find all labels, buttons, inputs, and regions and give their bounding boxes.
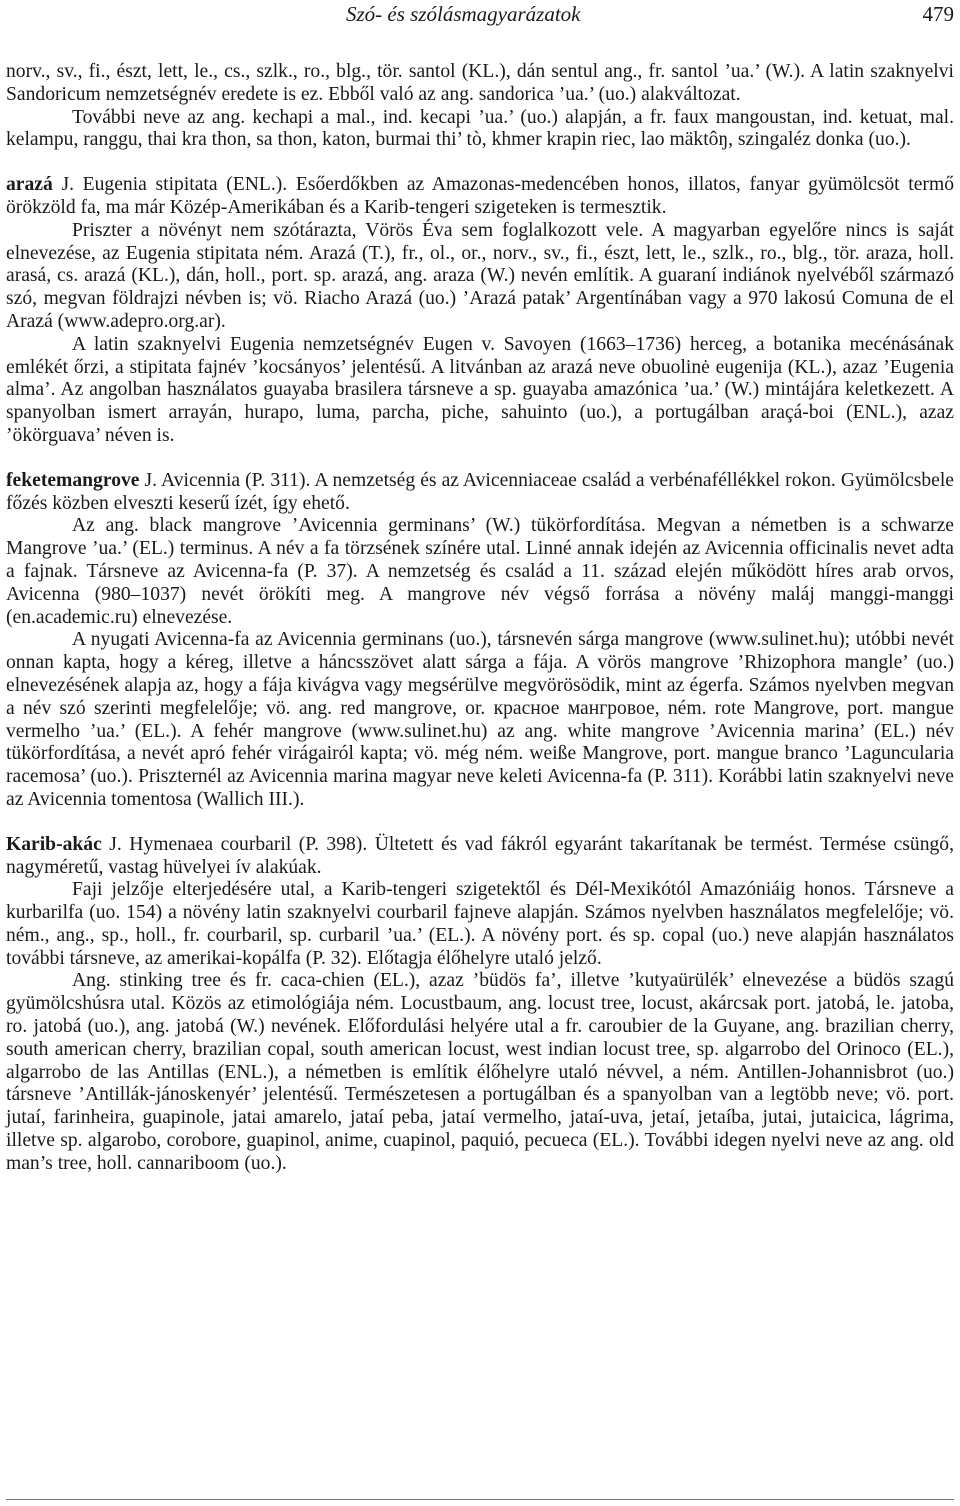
entry-karib-akac bbox=[6, 834, 954, 880]
entry-feketemangrove bbox=[6, 470, 954, 516]
bottom-rule bbox=[6, 1499, 954, 1500]
entry-feketemangrove-paragraph-3: A nyugati Avicenna-fa az Avicennia germinans (uo.), társnevén sárga mangrove (www.sulinet.hu); utóbbi nevét onnan kapta, hogy a kéreg, illetve a háncsszövet alatt sárga a fája. A vörös mangrove ’Rhizophora mangle’ (uo.) elnevezésének alapja az, hogy a fája kivágva vagy megsérülve megvörösödik, mint az égerfa. Számos nyelvben megvan a név szó szerinti megfelelője; vö. ang. red mangrove, or. красное мангровое, ném. rote Mangrove, port. mangue vermelho ’ua.’ (EL.). A fehér mangrove (www.sulinet.hu) az ang. white mangrove ’Avicennia marina’ (EL.) név tükörfordítása, a nevét apró fehér virágairól kapta; vö. még ném. weiße Mangrove, port. mangue branco ’Laguncularia racemosa’ (uo.). Priszternél az Avicennia marina magyar neve keleti Avicenna-fa (P. 311). Korábbi latin szaknyelvi neve az Avicennia tomentosa (Wallich III.). bbox=[6, 629, 954, 810]
entry-definition: J. Hymenaea courbaril (P. 398). Ültetett és vad fákról egyaránt takarítanak be termést. Termése csüngő, nagyméretű, vastag hüvelyei ív alakúak. bbox=[6, 833, 954, 878]
entry-araza-paragraph-2: Priszter a növényt nem szótárazta, Vörös Éva sem foglalkozott vele. A magyarban egyelőre nincs is saját elnevezése, az Eugenia stipitata ném. Arazá (T.), fr., ol., or., norv., sv., fi., észt, lett, le., szlk., ro., blg., tör. araza, holl. arasá, cs. arazá (KL.), dán, holl., port. sp. arazá, ang. araza (W.) nevén említik. A guaraní indiánok nyelvéből származó szó, megvan földrajzi névben is; vö. Riacho Arazá (uo.) ’Arazá patak’ Argentínában vagy a 970 lakosú Comuna de el Arazá (www.adepro.org.ar). bbox=[6, 219, 954, 332]
dictionary-text bbox=[6, 61, 954, 1176]
entry-feketemangrove-paragraph-2: Az ang. black mangrove ’Avicennia germinans’ (W.) tükörfordítása. Megvan a németben is a schwarze Mangrove ’ua.’ (EL.) terminus. A név a fa törzsének színére utal. Linné annak idején az Avicennia officinalis nevet adta a fajnak. Társneve az Avicenna-fa (P. 37). A nemzetség és család a 11. század elején működött híres arab orvos, Avicenna (980–1037) nevét örökíti meg. A mangrove név végső forrása a növény maláj manggi-manggi (en.academic.ru) elnevezése. bbox=[6, 515, 954, 628]
entry-araza bbox=[6, 174, 954, 220]
running-title: Szó- és szólásmagyarázatok bbox=[346, 2, 581, 26]
intro-paragraph-1: norv., sv., fi., észt, lett, le., cs., szlk., ro., blg., tör. santol (KL.), dán sentul ang., fr. santol ’ua.’ (W.). A latin szaknyelvi Sandoricum nemzetségnév eredete is ez. Ebből való az ang. sandorica ’ua.’ (uo.) alakváltozat. bbox=[6, 61, 954, 105]
entry-headword: feketemangrove bbox=[6, 469, 140, 491]
entry-karib-akac-paragraph-3: Ang. stinking tree és fr. caca-chien (EL.), azaz ’büdös fa’, illetve ’kutyaürülék’ elnevezése a büdös szagú gyümölcshúsra utal. Közös az etimológiája ném. Locustbaum, ang. locust tree, locust, akárcsak port. jatobá, le. jatoba, ro. jatobá (uo.), ang. jatobá (W.) nevének. Előfordulási helyére utal a fr. caroubier de la Guyane, ang. brazilian cherry, south american cherry, brazilian copal, south american locust, west indian locust tree, sp. algarrobo del Orinoco (EL.), algarrobo de las Antillas (ENL.), a németben is említik élőhelyre utaló névvel, a ném. Antillen-Johannisbrot (uo.) társneve ’Antillák-jánoskenyér’ jelentésű. Természetesen a portugálban és a spanyolban van a legtöbb neve; vö. port. jutaí, farinheira, guapinole, jatai amarelo, jataí peba, jataí vermelho, jataí-uva, jetaí, jetaíba, jutai, jutaicica, lágrima, illetve sp. algarobo, corobore, guapinol, anime, cuapinol, paquió, pecueca (EL.). További idegen nyelvi neve az ang. old man’s tree, holl. cannariboom (uo.). bbox=[6, 970, 954, 1174]
intro-paragraph-2: További neve az ang. kechapi a mal., ind. kecapi ’ua.’ (uo.) alapján, a fr. faux mangoustan, ind. ketuat, mal. kelampu, ranggu, thai kra thon, sa thon, katon, burmai thi’ tò, khmer krapin riec, lao mäktôŋ, szingaléz donka (uo.). bbox=[6, 106, 954, 151]
entry-karib-akac-paragraph-2: Faji jelzője elterjedésére utal, a Karib-tengeri szigetektől és Dél-Mexikótól Amazóniáig honos. Társneve a kurbarilfa (uo. 154) a növény latin szaknyelvi courbaril fajneve alapján. Számos nyelvben használatos megfelelője; vö. ném., ang., sp., holl., fr. courbaril, sp. curbaril ’ua.’ (EL.). A növény port. és sp. copal (uo.) neve alapján használatos további társneve, az amerikai-kopálfa (P. 32). Előtagja élőhelyre utaló jelző. bbox=[6, 879, 954, 969]
entry-headword: arazá bbox=[6, 174, 53, 196]
page-number: 479 bbox=[922, 2, 954, 26]
entry-araza-paragraph-3: A latin szaknyelvi Eugenia nemzetségnév Eugen v. Savoyen (1663–1736) herceg, a botanika mecénásának emlékét őrzi, a stipitata fajnév ’kocsányos’ jelentésű. A litvánban az arazá neve obuolinė eugenija (KL.), azaz ’Eugenia alma’. Az angolban használatos guayaba brasilera társneve a sp. guayaba amazónica ’ua.’ (W.) mintájára keletkezett. A spanyolban ismert arrayán, hurapo, luma, parcha, piche, sahuinto (uo.), a portugálban araçá-boi (ENL.), azaz ’ökörguava’ néven is. bbox=[6, 333, 954, 446]
entry-headword: Karib-akác bbox=[6, 833, 102, 855]
running-head bbox=[0, 2, 960, 30]
entry-definition: J. Avicennia (P. 311). A nemzetség és az Avicenniaceae család a verbénaféllékkel rokon. Gyümölcsbele főzés közben elveszti keserű ízét, így ehető. bbox=[6, 469, 954, 514]
entry-definition: J. Eugenia stipitata (ENL.). Esőerdőkben az Amazonas-medencében honos, illatos, fanyar gyümölcsöt termő örökzöld fa, ma már Közép-Amerikában és a Karib-tengeri szigeteken is termesztik. bbox=[6, 174, 954, 218]
